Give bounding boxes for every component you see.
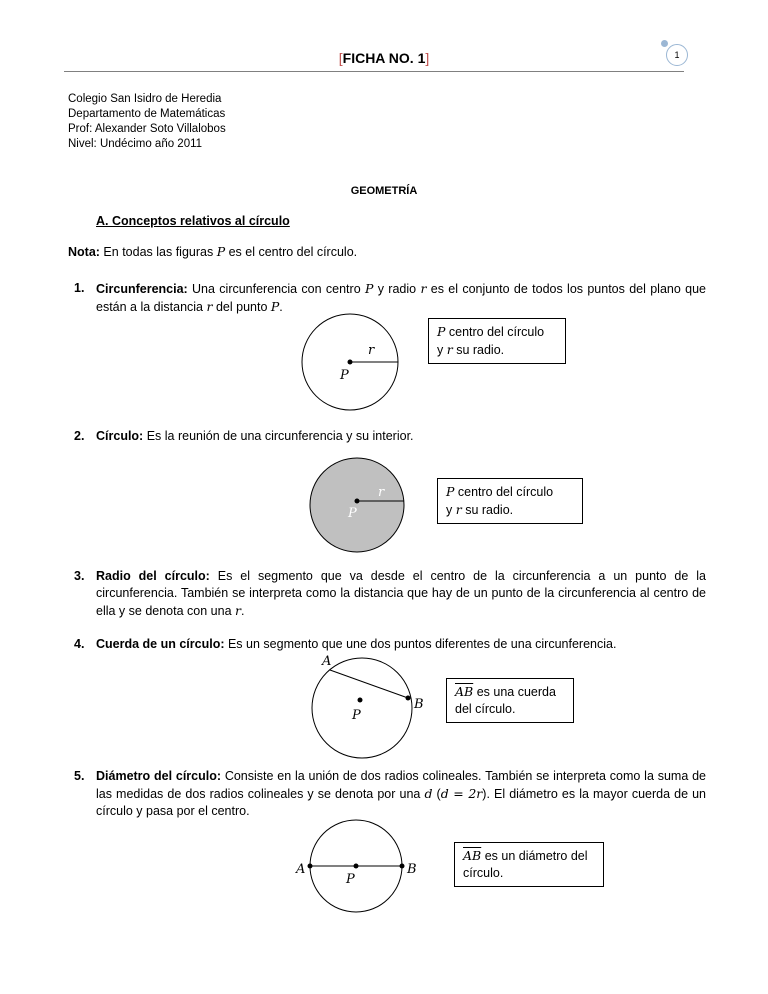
item-number: 1. <box>74 281 85 295</box>
caption-text: es una cuerda <box>473 685 556 699</box>
note-text-end: es el centro del círculo. <box>225 245 358 259</box>
item-text: Consiste en la unión de dos radios colineales. También se interpreta como la suma de las medidas de dos radios colineales y se denota por una <box>96 769 706 801</box>
header-title <box>0 50 768 66</box>
endpoint-b <box>400 864 405 869</box>
department: Departamento de Matemáticas <box>68 108 226 120</box>
item-number: 4. <box>74 637 85 651</box>
school-name: Colegio San Isidro de Heredia <box>68 93 222 105</box>
center-point <box>355 499 360 504</box>
note-text: En todas las figuras <box>99 245 217 259</box>
item-number: 5. <box>74 769 85 783</box>
item-text: Una circunferencia con centro <box>187 282 365 296</box>
chord-figure <box>300 650 430 760</box>
math-var: r <box>235 603 241 618</box>
item-number: 3. <box>74 569 85 583</box>
item-text: Es la reunión de una circunferencia y su interior. <box>143 429 414 443</box>
circle-outline <box>312 658 412 758</box>
center-point <box>354 864 359 869</box>
caption-text: centro del círculo <box>454 485 554 499</box>
teacher: Prof: Alexander Soto Villalobos <box>68 123 226 135</box>
math-var: P <box>446 484 455 499</box>
section-heading: A. Conceptos relativos al círculo <box>96 214 290 228</box>
caption-text: centro del círculo <box>445 325 545 339</box>
item-number: 2. <box>74 429 85 443</box>
item-term: Diámetro del círculo: <box>96 769 222 783</box>
note-label: Nota: <box>68 245 100 259</box>
note-var: P <box>216 244 226 259</box>
caption-text: y <box>437 343 447 357</box>
segment-label: $\overline{AB}$ <box>463 848 482 863</box>
page-badge-dot <box>661 40 668 47</box>
item-text: es el conjunto de todos los puntos del plano que están a la distancia <box>96 282 706 314</box>
item-text: ( <box>432 787 441 801</box>
circle-figure <box>308 456 408 554</box>
item-text: ). El diámetro es la mayor cuerda de un círculo y pasa por el centro. <box>96 787 707 818</box>
point-a-label: A <box>322 654 332 669</box>
segment-label: $\overline{AB}$ <box>455 684 474 699</box>
math-var: r <box>455 502 462 517</box>
definition-item <box>74 428 706 445</box>
math-var: d <box>424 786 433 801</box>
item-text: Es un segmento que une dos puntos diferentes de una circunferencia. <box>224 637 617 651</box>
figure-caption-box <box>437 478 583 524</box>
chord-endpoint <box>406 696 411 701</box>
caption-text: del círculo. <box>455 702 516 716</box>
center-point <box>348 360 353 365</box>
figure-caption-box <box>446 678 574 723</box>
endpoint-a <box>308 864 313 869</box>
point-b-label: B <box>407 862 417 877</box>
item-text: . <box>279 300 283 314</box>
topic-title: GEOMETRÍA <box>350 185 418 197</box>
definition-item <box>74 768 707 820</box>
math-var: d = 2r <box>440 786 483 801</box>
header-title-text: FICHA NO. 1 <box>342 50 426 66</box>
point-b-label: B <box>414 697 424 712</box>
item-term: Círculo: <box>96 429 144 443</box>
center-point <box>358 698 363 703</box>
note <box>68 244 357 259</box>
header-bracket-open: [ <box>338 50 343 66</box>
figure-caption-box <box>428 318 566 364</box>
math-var: r <box>446 342 453 357</box>
point-a-label: A <box>296 862 306 877</box>
math-var: P <box>437 324 446 339</box>
circumference-figure <box>300 312 410 412</box>
figure-caption-box <box>454 842 604 887</box>
math-var: r <box>420 281 427 296</box>
chord-line <box>330 670 408 698</box>
caption-text: y <box>446 503 456 517</box>
page-number: 1 <box>666 44 688 66</box>
center-label: P <box>340 368 349 383</box>
center-label: P <box>348 506 357 521</box>
radius-label: r <box>378 485 385 500</box>
item-text: Es el segmento que va desde el centro de la circunferencia a un punto de la circunferencia. También se interpreta como la distancia que hay de un punto de la circunferencia al centro de ella y se denota con una <box>96 569 706 618</box>
header-divider <box>64 71 684 72</box>
caption-text: círculo. <box>463 866 504 880</box>
caption-text: su radio. <box>461 503 514 517</box>
header-bracket-close: ] <box>425 50 430 66</box>
item-text: del punto <box>212 300 271 314</box>
item-text: y radio <box>373 282 421 296</box>
center-label: P <box>346 872 355 887</box>
school-info <box>68 92 226 152</box>
definition-item <box>74 568 706 620</box>
radius-label: r <box>368 343 375 358</box>
item-term: Radio del círculo: <box>96 569 210 583</box>
math-var: r <box>206 299 213 314</box>
filled-circle <box>310 458 404 552</box>
diameter-figure <box>292 818 422 918</box>
definition-item <box>74 280 706 316</box>
item-text: . <box>240 604 245 618</box>
math-var: P <box>270 299 280 314</box>
caption-text: su radio. <box>452 343 505 357</box>
caption-text: es un diámetro del <box>481 849 588 863</box>
math-var: P <box>364 281 374 296</box>
item-term: Circunferencia: <box>96 282 188 296</box>
center-label: P <box>352 708 361 723</box>
item-term: Cuerda de un círculo: <box>96 637 225 651</box>
level: Nivel: Undécimo año 2011 <box>68 138 203 150</box>
